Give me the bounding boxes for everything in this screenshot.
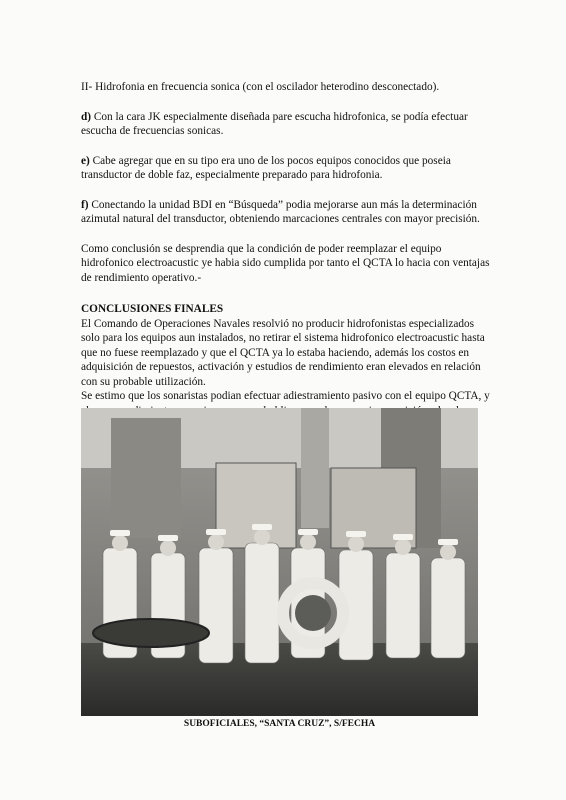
paragraph-conclusion: Como conclusión se desprendia que la condición de poder reemplazar el equipo hidrofonico electroacustic ye habia sido cumplida por tanto el QCTA lo hacia con ventajas de rendimiento operativo.- [81,242,490,284]
paragraph-e-text: Cabe agregar que en su tipo era uno de los pocos equipos conocidos que poseia transductor de doble faz, especialmente preparado para hidrofonia. [81,154,451,181]
section-heading: CONCLUSIONES FINALES [81,303,224,315]
paragraph-d-text: Con la cara JK especialmente diseñada pare escucha hidrofonica, se podía efectuar escucha de frecuencias sonicas. [81,110,468,137]
paragraph-estimo: Se estimo que los sonaristas podian efectuar adiestramiento pasivo con el equipo QCTA, y [81,390,490,402]
item-label-d: d) [81,110,92,123]
photo-caption: SUBOFICIALES, “SANTA CRUZ”, S/FECHA [183,719,376,729]
paragraph-hidrofonia: II- Hidrofonia en frecuencia sonica (con el oscilador heterodino desconectado). [81,81,440,93]
paragraph-comando: El Comando de Operaciones Navales resolvió no producir hidrofonistas especializados solo para los equipos aun instalados, no retirar el sistema hidrofonico electroacustic hasta que no fuese reemplazado y que el QCTA ya lo estaba haciendo, además los costos en adquisición de repuestos, activación y estudios de rendimiento eran elevados en relación con su probable utilización. [81,317,485,388]
crew-photo [81,408,478,716]
paragraph-e [81,154,491,183]
paragraph-f [81,198,491,227]
paragraph-f-text: Conectando la unidad BDI en “Búsqueda” podia mejorarse aun más la determinación azimutal natural del transductor, obteniendo marcaciones centrales con mayor precisión. [81,198,480,225]
paragraph-d [81,110,491,139]
document-body [81,80,491,418]
item-label-f: f) [81,198,89,211]
item-label-e: e) [81,154,90,167]
